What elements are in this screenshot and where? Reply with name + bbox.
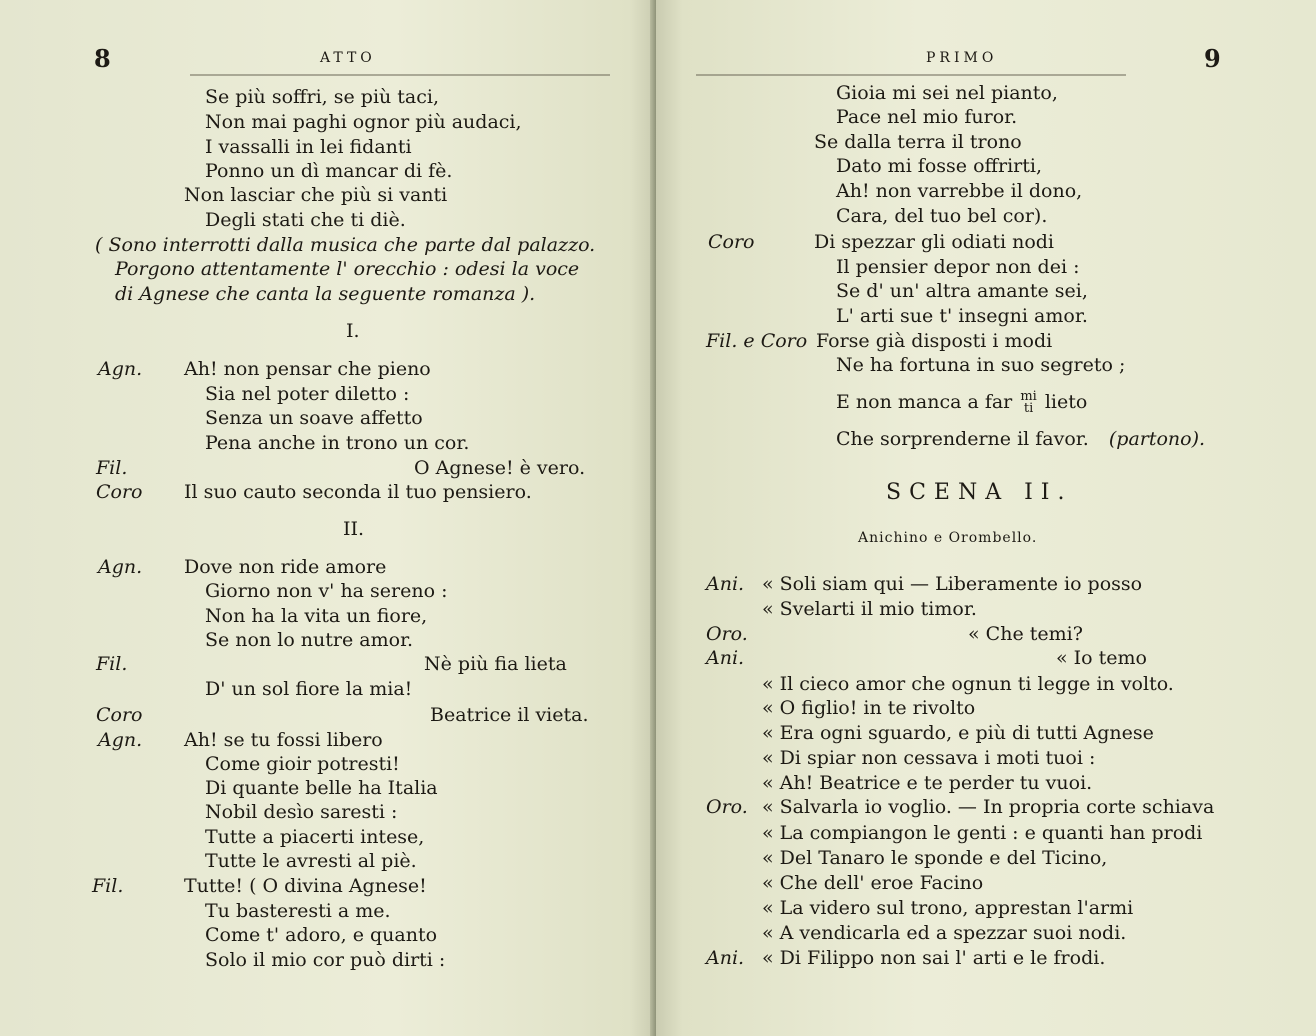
- verse-text: lieto: [1044, 391, 1088, 413]
- verse-line: Dato mi fosse offrirti,: [836, 155, 1042, 177]
- stage-direction: ( Sono interrotti dalla musica che parte dal palazzo.: [95, 234, 596, 256]
- dialogue-line: « Io temo: [1056, 647, 1147, 669]
- dialogue-line: « Il cieco amor che ognun ti legge in volto.: [762, 673, 1174, 695]
- stanza-number: I.: [346, 320, 360, 342]
- verse-line: Pena anche in trono un cor.: [205, 432, 470, 454]
- variant-top: mi: [1020, 389, 1037, 404]
- verse-line: Nè più fia lieta: [424, 653, 567, 675]
- verse-line: I vassalli in lei fidanti: [205, 136, 412, 158]
- dialogue-line: « La videro sul trono, apprestan l'armi: [762, 897, 1134, 919]
- verse-line: Ah! non varrebbe il dono,: [836, 180, 1083, 202]
- verse-line: [836, 428, 1205, 450]
- dialogue-line: « Di spiar non cessava i moti tuoi :: [762, 747, 1096, 769]
- variant-reading: [1020, 391, 1037, 415]
- verse-line: Giorno non v' ha sereno :: [205, 580, 448, 602]
- dialogue-line: « Che dell' eroe Facino: [762, 872, 984, 894]
- stage-direction: (partono).: [1108, 428, 1206, 450]
- verse-line: [836, 391, 1087, 415]
- verse-text: E non manca a far: [836, 391, 1013, 413]
- dialogue-line: « Svelarti il mio timor.: [762, 598, 977, 620]
- speaker-label: Fil.: [92, 875, 124, 897]
- verse-line: Ne ha fortuna in suo segreto ;: [836, 354, 1126, 376]
- verse-line: Cara, del tuo bel cor).: [836, 205, 1048, 227]
- dialogue-line: « Soli siam qui — Liberamente io posso: [762, 573, 1143, 595]
- speaker-label: Fil.: [96, 457, 128, 479]
- speaker-label: Fil.: [96, 653, 128, 675]
- verse-line: D' un sol fiore la mia!: [205, 678, 413, 700]
- verse-line: Il suo cauto seconda il tuo pensiero.: [184, 481, 532, 503]
- verse-line: Forse già disposti i modi: [816, 330, 1053, 352]
- verse-line: L' arti sue t' insegni amor.: [836, 305, 1088, 327]
- speaker-label: Coro: [96, 704, 143, 726]
- verse-line: Se d' un' altra amante sei,: [836, 280, 1088, 302]
- verse-line: Pace nel mio furor.: [836, 106, 1018, 128]
- running-head: ATTO: [320, 50, 376, 66]
- stage-direction: di Agnese che canta la seguente romanza ).: [115, 283, 536, 305]
- verse-line: Di spezzar gli odiati nodi: [814, 231, 1055, 253]
- verse-line: O Agnese! è vero.: [414, 457, 586, 479]
- stage-direction: Porgono attentamente l' orecchio : odesi la voce: [115, 258, 580, 280]
- verse-line: Come gioir potresti!: [205, 753, 400, 775]
- verse-line: Dove non ride amore: [184, 556, 387, 578]
- speaker-label: Ani.: [706, 947, 745, 969]
- scene-characters: Anichino e Orombello.: [858, 530, 1038, 546]
- verse-line: Tu basteresti a me.: [205, 900, 391, 922]
- running-head: PRIMO: [926, 50, 998, 66]
- speaker-label: Oro.: [706, 796, 748, 818]
- page-number: 9: [1204, 44, 1221, 73]
- verse-line: Come t' adoro, e quanto: [205, 924, 438, 946]
- verse-line: Tutte le avresti al piè.: [205, 850, 417, 872]
- dialogue-line: « Che temi?: [968, 623, 1083, 645]
- verse-line: Non lasciar che più si vanti: [184, 184, 448, 206]
- variant-bottom: ti: [1023, 401, 1034, 416]
- stanza-number: II.: [343, 518, 365, 540]
- dialogue-line: « Era ogni sguardo, e più di tutti Agnese: [762, 722, 1154, 744]
- speaker-label: Oro.: [706, 623, 748, 645]
- verse-line: Se non lo nutre amor.: [205, 629, 414, 651]
- verse-line: Degli stati che ti diè.: [205, 209, 406, 231]
- dialogue-line: « O figlio! in te rivolto: [762, 697, 976, 719]
- verse-line: Non ha la vita un fiore,: [205, 605, 428, 627]
- verse-line: Nobil desìo saresti :: [205, 801, 398, 823]
- verse-line: Ponno un dì mancar di fè.: [205, 160, 453, 182]
- verse-line: Senza un soave affetto: [205, 407, 423, 429]
- verse-line: Tutte a piacerti intese,: [205, 826, 425, 848]
- dialogue-line: « La compiangon le genti : e quanti han prodi: [762, 822, 1203, 844]
- verse-line: Se dalla terra il trono: [814, 131, 1022, 153]
- verse-line: Il pensier depor non dei :: [836, 256, 1080, 278]
- dialogue-line: « A vendicarla ed a spezzar suoi nodi.: [762, 922, 1127, 944]
- verse-line: Non mai paghi ognor più audaci,: [205, 111, 522, 133]
- page-number: 8: [94, 44, 111, 73]
- speaker-label: Ani.: [706, 573, 745, 595]
- speaker-label: Agn.: [98, 358, 143, 380]
- verse-line: Ah! se tu fossi libero: [184, 729, 383, 751]
- verse-line: Gioia mi sei nel pianto,: [836, 82, 1058, 104]
- verse-line: Ah! non pensar che pieno: [184, 358, 431, 380]
- verse-line: Solo il mio cor può dirti :: [205, 949, 446, 971]
- speaker-label: Fil. e Coro: [706, 330, 808, 352]
- verse-line: Sia nel poter diletto :: [205, 383, 410, 405]
- verse-line: Se più soffri, se più taci,: [205, 86, 440, 108]
- right-page: [656, 0, 1316, 1036]
- header-rule: [190, 74, 610, 76]
- header-rule: [696, 74, 1126, 76]
- verse-line: Di quante belle ha Italia: [205, 777, 438, 799]
- dialogue-line: « Salvarla io voglio. — In propria corte schiava: [762, 796, 1215, 818]
- verse-line: Tutte! ( O divina Agnese!: [184, 875, 427, 897]
- dialogue-line: « Di Filippo non sai l' arti e le frodi.: [762, 947, 1106, 969]
- verse-text: Che sorprenderne il favor.: [836, 428, 1089, 450]
- dialogue-line: « Del Tanaro le sponde e del Ticino,: [762, 847, 1108, 869]
- left-page: [0, 0, 656, 1036]
- speaker-label: Agn.: [98, 729, 143, 751]
- speaker-label: Ani.: [706, 647, 745, 669]
- speaker-label: Coro: [96, 481, 143, 503]
- speaker-label: Agn.: [98, 556, 143, 578]
- speaker-label: Coro: [708, 231, 755, 253]
- dialogue-line: « Ah! Beatrice e te perder tu vuoi.: [762, 772, 1093, 794]
- verse-line: Beatrice il vieta.: [430, 704, 589, 726]
- scene-title: SCENA II.: [886, 480, 1073, 505]
